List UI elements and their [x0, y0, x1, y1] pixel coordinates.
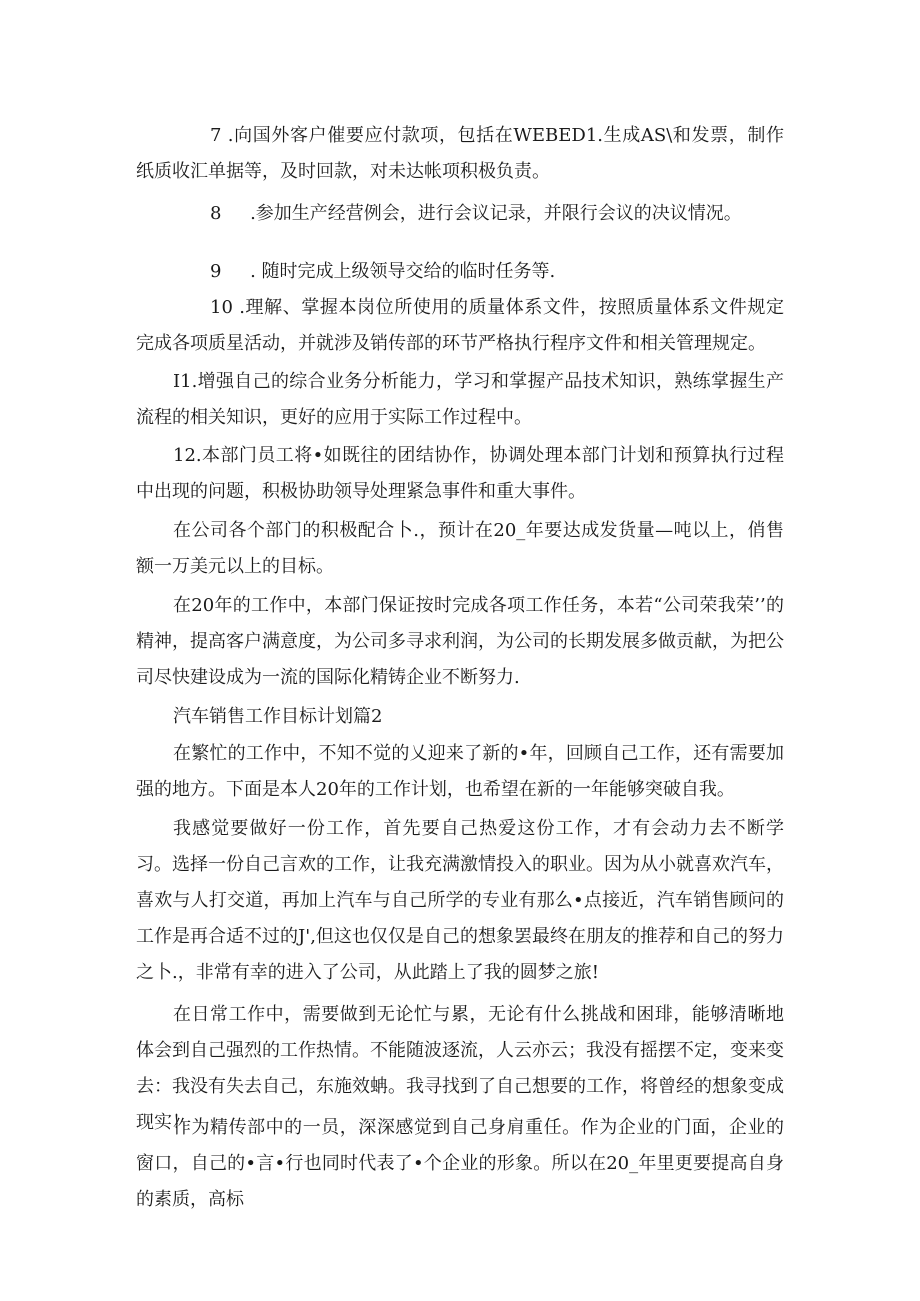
- paragraph-item-11: I1.增强自己的综合业务分析能力，学习和掌握产品技术知识，熟练掌握生产流程的相关知识，更好的应用于实际工作过程中。: [136, 371, 784, 428]
- paragraph-daily-work: 在日常工作中，需要做到无论忙与累，无论有什么挑战和困琲，能够清晰地体会到自己强烈的工作热情。不能随波逐流，人云亦云；我没有摇摆不定，变来变去：我没有失去自己，东施效蚺。我寻找到了自己想要的工作，将曾经的想象变成现实！: [136, 1004, 784, 1133]
- item-number: 8: [210, 203, 222, 224]
- paragraph-motivation: 我感觉要做好一份工作，首先要自己热爱这份工作，才有会动力去不断学习。选择一份自己言欢的工作，让我充满激情投入的职业。因为从小就喜欢汽车，喜欢与人打交道，再加上汽车与自己所学的专业有那么•点接近，汽车销售顾问的工作是再合适不过的J',但这也仅仅是自己的想象罢最终在朋友的推荐和自己的努力之卜.，非常有幸的进入了公司，从此踏上了我的圆梦之旅!: [136, 818, 784, 983]
- item-number: 10: [210, 297, 233, 318]
- item-number: 9: [210, 261, 222, 282]
- paragraph-item-8: [136, 196, 784, 232]
- paragraph-text: .理解、掌握本岗位所使用的质量体系文件，按照质量体系文件规定完成各项质星活动，并就涉及销传部的环节严格执行程序文件和相关管理规定。: [136, 297, 784, 354]
- paragraph-target: 在公司各个部门的积极配合卜.，预计在20_年要达成发货量—吨以上，俏售额一万美元以上的目标。: [136, 520, 784, 577]
- paragraph-text: .向国外客户催要应付款项，包括在WEBED1.生成AS\和发票，制作纸质收汇单据等，及时回款，对未达帐项积极负责。: [136, 125, 784, 182]
- paragraph-text: . 随时完成上级领导交给的临时任务等.: [250, 261, 556, 282]
- paragraph-commitment: 在20年的工作中，本部门保证按时完成各项工作任务，本若“公司荣我荣’’的精神，提高客户满意度，为公司多寻求利润，为公司的长期发展多做贡献，为把公司尽快建设成为一流的国际化精铸企业不断努力.: [136, 595, 784, 688]
- item-number: 7: [210, 125, 222, 146]
- paragraph-item-9: [136, 254, 784, 290]
- paragraph-item-10: [136, 290, 784, 362]
- paragraph-item-7: [136, 118, 784, 190]
- paragraph-text: .参加生产经营例会，进行会议记录，并限行会议的决议情况。: [250, 203, 742, 224]
- paragraph-responsibility: 作为精传部中的一员，深深感觉到自己身肩重任。作为企业的门面，企业的窗口，自己的•言•行也同时代表了•个企业的形象。所以在20_年里更要提高自身的素质，高标: [136, 1117, 784, 1210]
- paragraph-intro: 在繁忙的工作中，不知不觉的乂迎来了新的•年，回顾自己工作，还有需要加强的地方。下面是本人20年的工作计划，也希望在新的一年能够突破自我。: [136, 743, 784, 800]
- paragraph-item-12: 12.本部门员工将•如既往的团结协作，协调处理本部门计划和预算执行过程中出现的问题，积极协助领导处理紧急事件和重大事件。: [136, 445, 784, 502]
- section-heading: 汽车销售工作目标计划篇2: [173, 706, 383, 727]
